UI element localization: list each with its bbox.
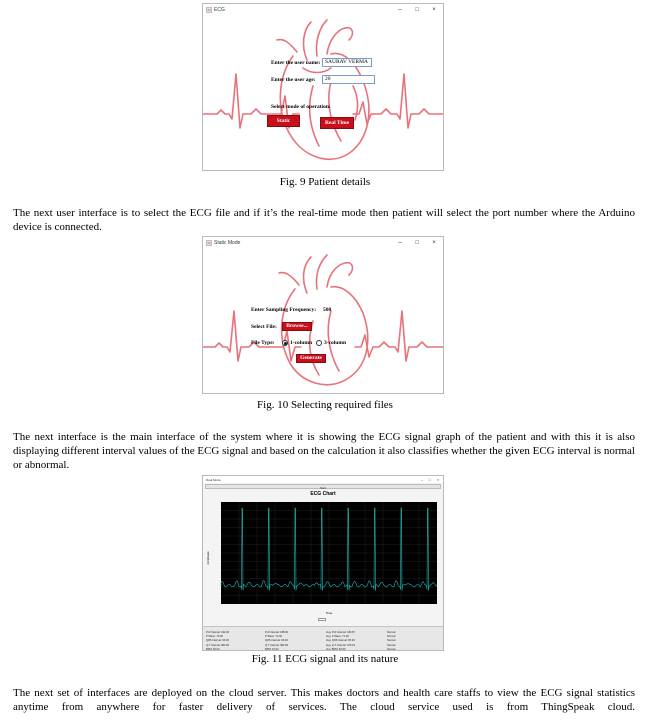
interval-value: Q-T Interval: 382.00 (265, 643, 289, 647)
user-age-input[interactable]: 20 (322, 75, 375, 84)
start-button-label: Start (319, 485, 327, 490)
one-column-label: 1-column (290, 340, 312, 346)
ecg-chart (203, 498, 443, 618)
one-column-radio[interactable] (282, 340, 288, 346)
close-icon[interactable]: × (432, 240, 436, 246)
browse-button[interactable]: Browse... (282, 322, 312, 331)
title-bar (203, 4, 443, 16)
interval-value: P Wave: 70.00 (206, 635, 223, 639)
title-bar (203, 237, 443, 249)
user-name-label: Enter the user name: (271, 60, 321, 66)
real-time-mode-button[interactable]: Real Time (320, 117, 354, 129)
heart-ecg-background-art (203, 16, 443, 170)
interval-column-3 (326, 631, 355, 651)
sampling-frequency-value[interactable]: 500 (323, 307, 332, 313)
maximize-icon[interactable]: □ (428, 477, 431, 482)
interval-value: Avg. QRS Interval: 95.33 (326, 639, 355, 643)
mode-label: Select mode of operation: (271, 104, 331, 110)
maximize-icon[interactable]: □ (415, 240, 419, 246)
user-name-input[interactable]: SAURAV VERMA (322, 58, 372, 67)
minimize-icon[interactable]: – (420, 477, 423, 482)
paragraph-3: The next set of interfaces are deployed on the cloud server. This makes doctors and health care staffs to view the ECG signal statistics anytime from anywhere for faster delivery of services. The cloud service used is from ThingSpeak cloud. (13, 687, 635, 713)
interval-value: Q-T Interval: 380.00 (206, 643, 230, 647)
file-type-label: File Type: (251, 340, 275, 346)
fig9-caption: Fig. 9 Patient details (279, 176, 371, 188)
paragraph-1: The next user interface is to select the ECG file and if it’s the real-time mode then patient will select the port number where the Arduino device is connected. (13, 207, 635, 233)
window-body (203, 249, 443, 393)
select-file-label: Select File: (251, 324, 277, 330)
three-column-radio[interactable] (316, 340, 322, 346)
title-bar (203, 476, 443, 483)
interval-value: Avg. P Wave: 71.00 (326, 635, 349, 639)
radio-selected-dot (284, 342, 287, 345)
interval-status: Normal (387, 647, 396, 651)
window-body (203, 16, 443, 170)
three-column-label: 3-column (324, 340, 346, 346)
heart-ecg-background-art (203, 249, 443, 393)
close-icon[interactable]: × (436, 477, 439, 482)
interval-status-column (387, 631, 395, 651)
window-title: Static Mode (214, 240, 241, 246)
paragraph-2: The next interface is the main interface of the system where it is showing the ECG signal graph of the patient and with this it is also displaying different interval values of the ECG signal and based on the calculation it also classifies whether the given ECG interval is normal or abnormal. (13, 431, 635, 471)
ecg-chart-window (202, 475, 444, 651)
static-mode-window (202, 236, 444, 394)
interval-status: Normal (387, 631, 396, 634)
interval-value: P-R Interval: 194.00 (206, 631, 230, 634)
interval-values-panel (203, 626, 443, 650)
interval-column-1 (206, 631, 229, 651)
interval-value: QRS Interval: 96.00 (265, 639, 288, 643)
fig11-caption: Fig. 11 ECG signal and its nature (251, 653, 399, 665)
interval-status: Normal (387, 643, 396, 647)
patient-details-window (202, 3, 444, 171)
chart-title: ECG Chart (310, 491, 336, 497)
interval-value: BPM: 61.00 (265, 647, 279, 651)
sampling-frequency-label: Enter Sampling Frequency: (251, 307, 317, 313)
java-app-icon (206, 7, 212, 13)
x-scroll-handle[interactable] (318, 618, 326, 621)
generate-button[interactable]: Generate (296, 354, 326, 363)
interval-value: QRS Interval: 94.00 (206, 639, 229, 643)
x-axis-label: Time (325, 611, 333, 615)
minimize-icon[interactable]: – (398, 240, 402, 246)
interval-value: Avg. BPM: 60.50 (326, 647, 346, 651)
user-age-label: Enter the user age: (271, 77, 316, 83)
start-button[interactable] (205, 484, 441, 489)
interval-value: P-R Interval: 188.00 (265, 631, 289, 634)
y-axis-label: Amplitude (206, 551, 210, 565)
static-mode-button[interactable]: Static (267, 115, 300, 127)
fig10-caption: Fig. 10 Selecting required files (257, 399, 393, 411)
java-app-icon (206, 240, 212, 246)
interval-value: Avg. Q-T Interval: 379.33 (326, 643, 355, 647)
close-icon[interactable]: × (432, 7, 436, 13)
interval-status: Normal (387, 639, 396, 643)
interval-column-2 (265, 631, 288, 651)
maximize-icon[interactable]: □ (415, 7, 419, 13)
interval-value: Avg. P-R Interval: 189.67 (326, 631, 355, 634)
interval-status: Normal (387, 635, 396, 639)
interval-value: BPM: 60.00 (206, 647, 220, 651)
window-title: ECG (214, 7, 225, 13)
interval-value: P Wave: 72.00 (265, 635, 282, 639)
minimize-icon[interactable]: – (398, 7, 402, 13)
window-title: Real Mode (206, 478, 221, 482)
